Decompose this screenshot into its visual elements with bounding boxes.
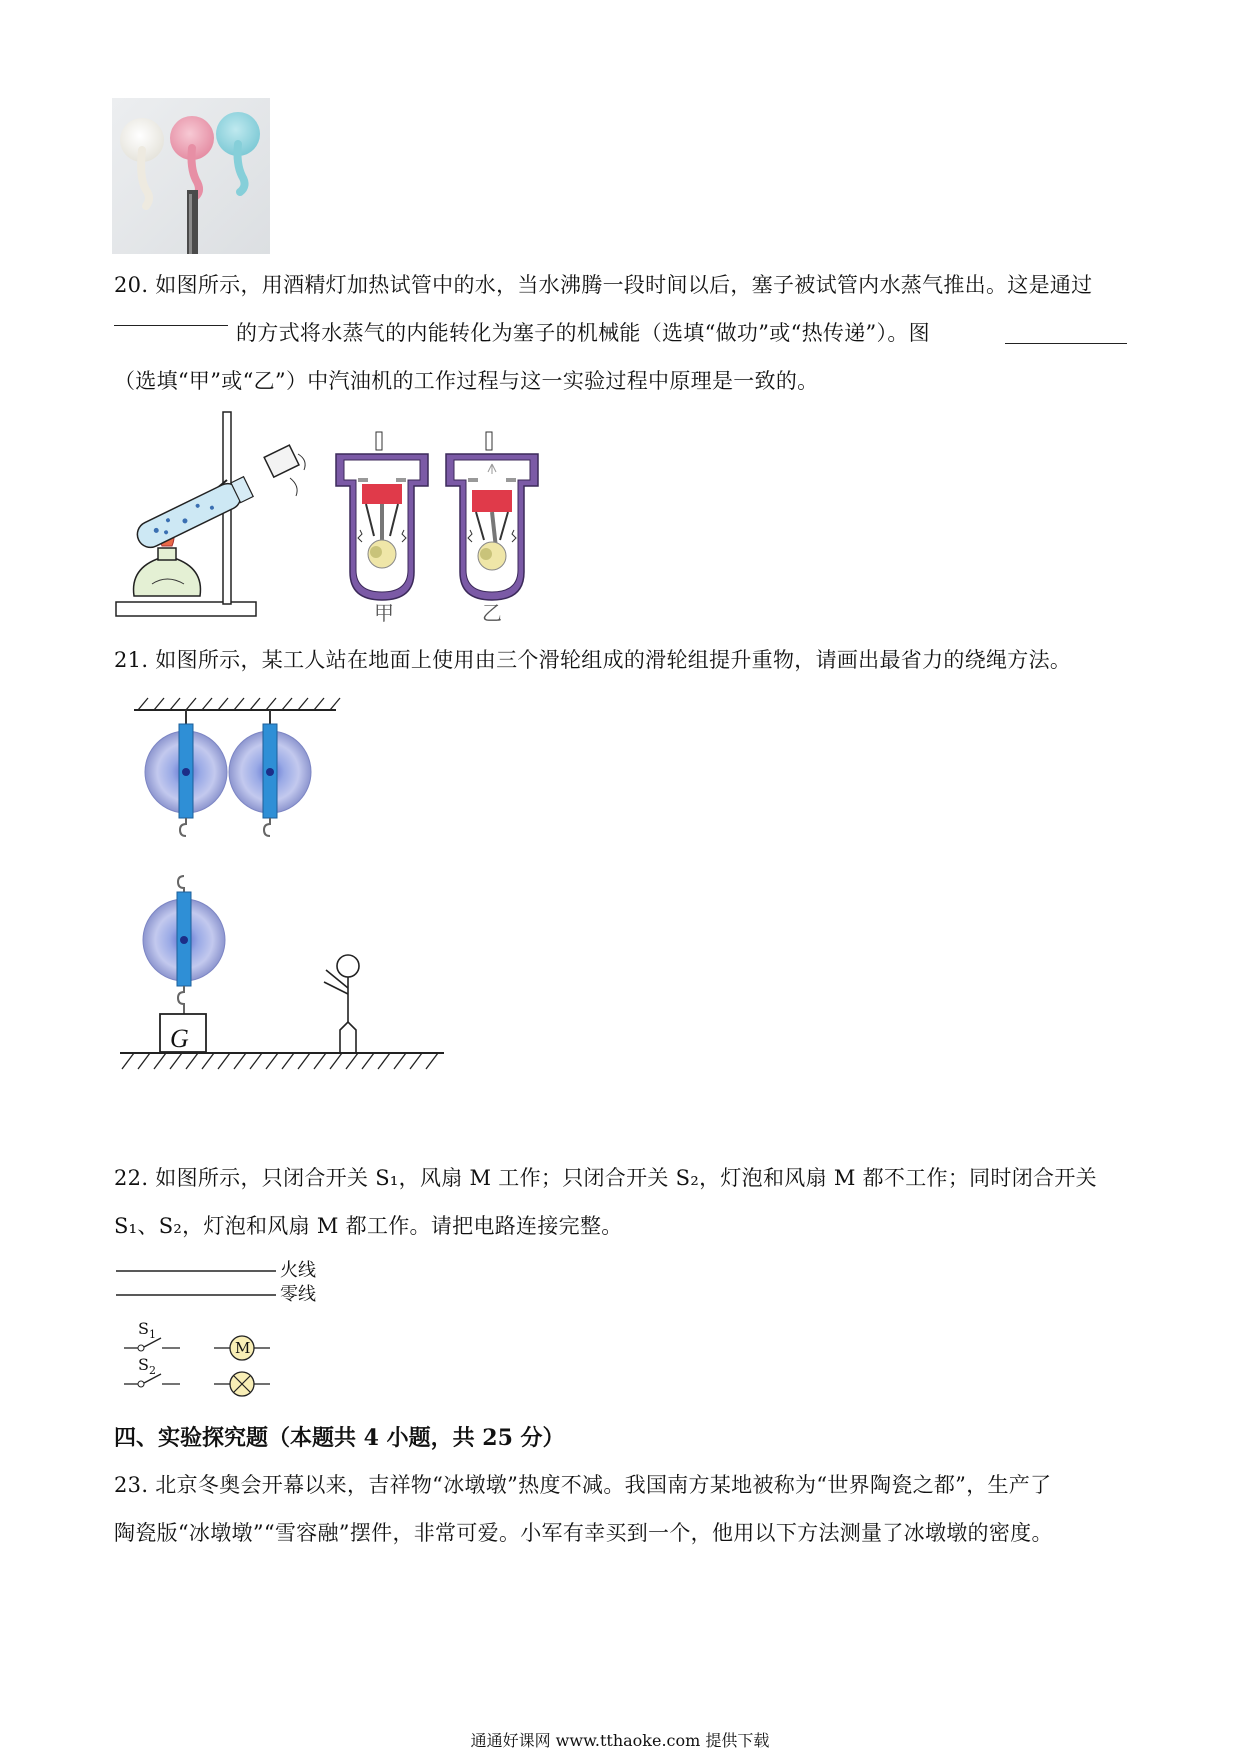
q23-line1: 23. 北京冬奥会开幕以来，吉祥物“冰墩墩”热度不减。我国南方某地被称为“世界陶瓷之都”，生产了 xyxy=(114,1473,1052,1497)
q23-line2: 陶瓷版“冰墩墩”“雪容融”摆件，非常可爱。小军有幸买到一个，他用以下方法测量了冰墩墩的密度。 xyxy=(114,1521,1053,1545)
suction-hooks-photo xyxy=(112,98,270,254)
engine-diagram-yi xyxy=(440,430,544,602)
q22-line2: S₁、S₂，灯泡和风扇 M 都工作。请把电路连接完整。 xyxy=(114,1214,623,1238)
switch-s1-letter: S xyxy=(138,1319,149,1338)
switch-s2-label xyxy=(138,1356,156,1380)
neutral-wire-label: 零线 xyxy=(280,1284,316,1305)
q20-line1: 20. 如图所示，用酒精灯加热试管中的水，当水沸腾一段时间以后，塞子被试管内水蒸气推出。这是通过 xyxy=(114,273,1093,297)
q20-line3: （选填“甲”或“乙”）中汽油机的工作过程与这一实验过程中原理是一致的。 xyxy=(114,369,819,393)
engine-diagram-jia xyxy=(330,430,434,602)
live-wire-label: 火线 xyxy=(280,1260,316,1281)
footer-download-note: 通通好课网 www.tthaoke.com 提供下载 xyxy=(470,1731,770,1750)
switch-s1-label xyxy=(138,1320,156,1344)
motor-label: M xyxy=(235,1339,251,1357)
weight-label: G xyxy=(170,1024,189,1053)
q22-line1: 22. 如图所示，只闭合开关 S₁，风扇 M 工作；只闭合开关 S₂，灯泡和风扇 M 都不工作；同时闭合开关 xyxy=(114,1166,1097,1190)
pulley-system-figure xyxy=(114,696,454,1086)
q20-line2: 的方式将水蒸气的内能转化为塞子的机械能（选填“做功”或“热传递”）。图 xyxy=(236,321,930,345)
q21-text: 21. 如图所示，某工人站在地面上使用由三个滑轮组成的滑轮组提升重物，请画出最省力的绕绳方法。 xyxy=(114,648,1072,672)
label-yi: 乙 xyxy=(482,601,503,625)
switch-s2-letter: S xyxy=(138,1355,149,1374)
switch-s2-sub: 2 xyxy=(148,1364,156,1378)
q20-blank-figure xyxy=(1005,343,1127,344)
test-tube-apparatus-figure xyxy=(112,408,312,620)
section4-heading: 四、实验探究题（本题共 4 小题，共 25 分） xyxy=(114,1425,565,1451)
switch-s1-sub: 1 xyxy=(148,1328,156,1342)
label-jia: 甲 xyxy=(374,601,395,625)
q20-blank-method xyxy=(114,325,228,326)
